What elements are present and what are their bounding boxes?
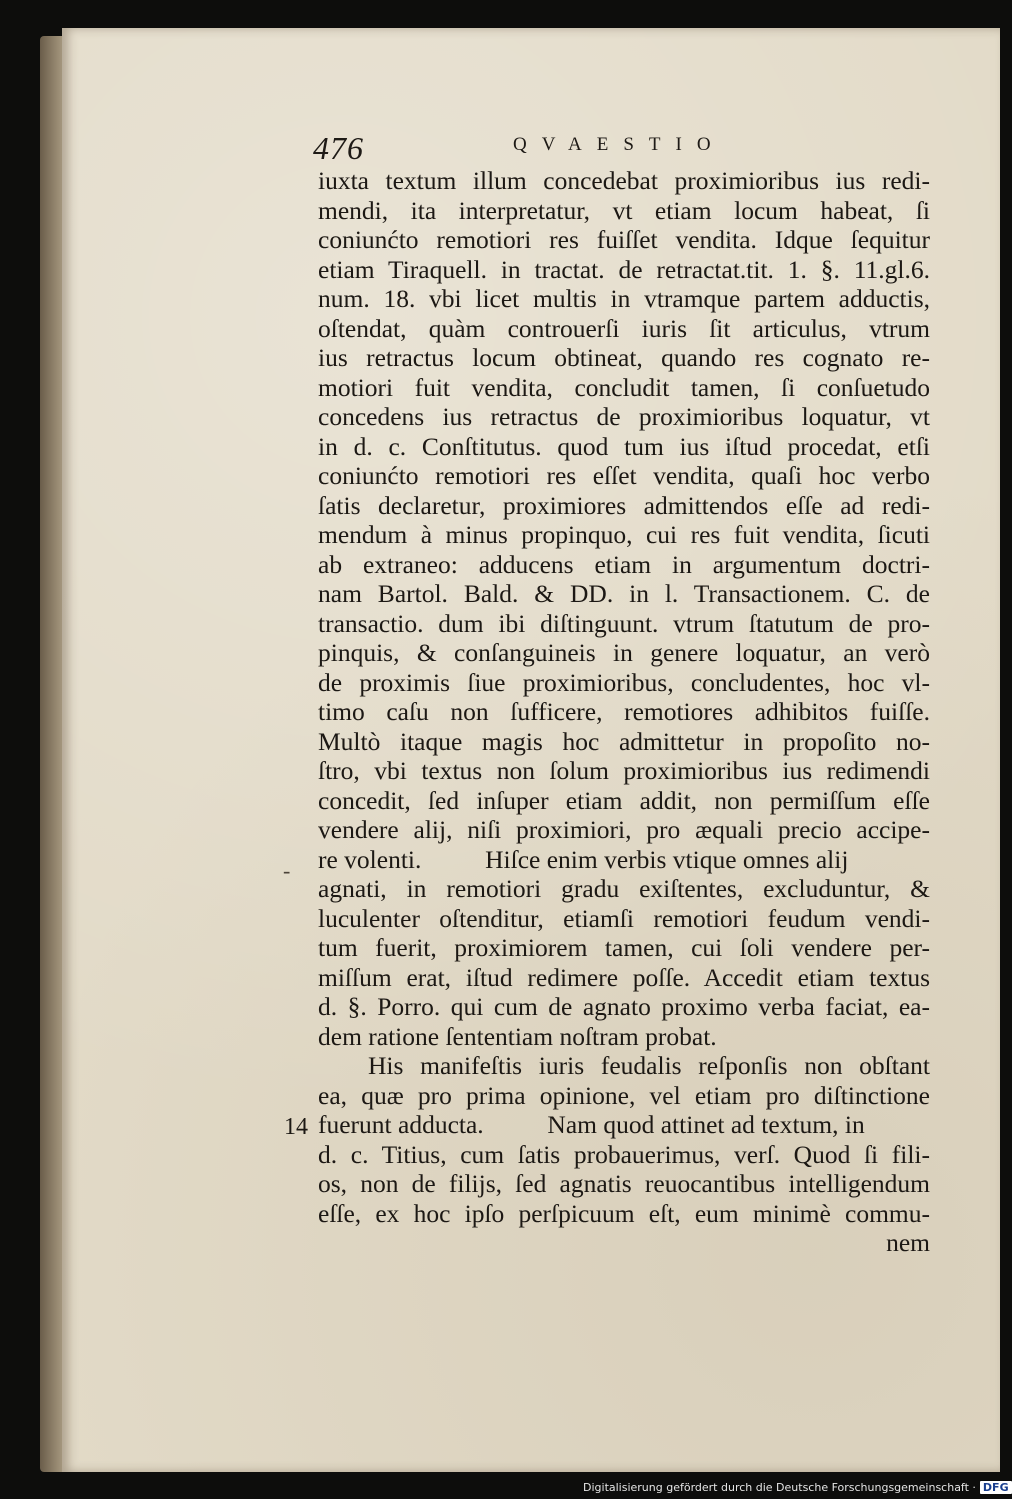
text-line: de proximis ſiue proximioribus, concludentes, hoc vl- [318,667,930,697]
text-line: nam Bartol. Bald. & DD. in l. Transactionem. C. de [318,579,930,608]
text-line: luculenter oſtenditur, etiamſi remotiori feudum vendi- [318,903,930,933]
text-line: concedit, ſed inſuper etiam addit, non permiſſum eſſe [318,785,930,815]
text-line: pinquis, & conſanguineis in genere loquatur, an verò [318,638,930,667]
text-line: os, non de filijs, ſed agnatis reuocantibus intelligendum [318,1169,930,1198]
text-line: vendere alij, niſi proximiori, pro æquali precio accipe- [318,815,930,844]
text-line: coniunćto remotiori res fuiſſet vendita. Idque ſequitur [318,225,930,254]
text-line: d. c. Titius, cum ſatis probauerimus, verſ. Quod ſi fili- [318,1139,930,1169]
page-number: 476 [313,130,364,166]
text-line: in d. c. Conſtitutus. quod tum ius iſtud procedat, etſi [318,431,930,461]
text-line: concedens ius retractus de proximioribus loquatur, vt [318,402,930,431]
margin-mark: - [283,858,291,883]
text-line: ea, quæ pro prima opinione, vel etiam pro diſtinctione [318,1080,930,1110]
text-line: oſtendat, quàm controuerſi iuris ſit articulus, vtrum [318,313,930,343]
text-line: etiam Tiraquell. in tractat. de retractat.tit. 1. §. 11.gl.6. [318,254,930,284]
text-line: re volenti. Hiſce enim verbis vtique omnes alij [318,844,849,874]
page-header [313,130,940,166]
text-line: tum fuerit, proximiorem tamen, cui ſoli vendere per- [318,933,930,962]
text-line: timo caſu non ſufficere, remotiores adhibitos fuiſſe. [318,697,930,726]
text-line: agnati, in remotiori gradu exiſtentes, excluduntur, & [318,874,930,903]
text-line: ius retractus locum obtineat, quando res cognato re- [318,343,930,372]
running-head: QVAESTIO [513,134,726,155]
dfg-logo: DFG [980,1481,1012,1494]
text-line: iuxta textum illum concedebat proximioribus ius redi- [318,166,930,195]
margin-note: 14 [284,1114,308,1140]
text-line: d. §. Porro. qui cum de agnato proximo verba faciat, ea- [318,992,930,1021]
text-line: motiori fuit vendita, concludit tamen, ſi conſuetudo [318,372,930,402]
text-line: miſſum erat, iſtud redimere poſſe. Accedit etiam textus [318,962,930,992]
text-line: eſſe, ex hoc ipſo perſpicuum eſt, eum minimè commu- [318,1198,930,1228]
text-line: ſtro, vbi textus non ſolum proximioribus ius redimendi [318,756,930,785]
text-line: Multò itaque magis hoc admittetur in propoſito no- [318,726,930,756]
catchword: nem [886,1228,930,1257]
text-line: ab extraneo: adducens etiam in argumentum doctri- [318,549,930,579]
text-line: ſatis declaretur, proximiores admittendos eſſe ad redi- [318,490,930,520]
text-line: num. 18. vbi licet multis in vtramque partem adductis, [318,284,930,313]
text-line: mendum à minus propinquo, cui res fuit vendita, ſicuti [318,520,930,549]
footer-credit: Digitalisierung gefördert durch die Deutsche Forschungsgemeinschaft · [583,1480,976,1494]
digitization-footer [583,1478,1012,1496]
text-body [318,166,930,1258]
text-line: transactio. dum ibi diſtinguunt. vtrum ſtatutum de pro- [318,608,930,638]
text-line: dem ratione ſententiam noſtram probat. [318,1021,717,1051]
text-line: fuerunt adducta. Nam quod attinet ad textum, in [318,1110,865,1139]
text-line: mendi, ita interpretatur, vt etiam locum habeat, ſi [318,195,930,225]
text-line: coniunćto remotiori res eſſet vendita, quaſi hoc verbo [318,461,930,490]
text-line: His manifeſtis iuris feudalis reſponſis non obſtant [368,1051,930,1080]
